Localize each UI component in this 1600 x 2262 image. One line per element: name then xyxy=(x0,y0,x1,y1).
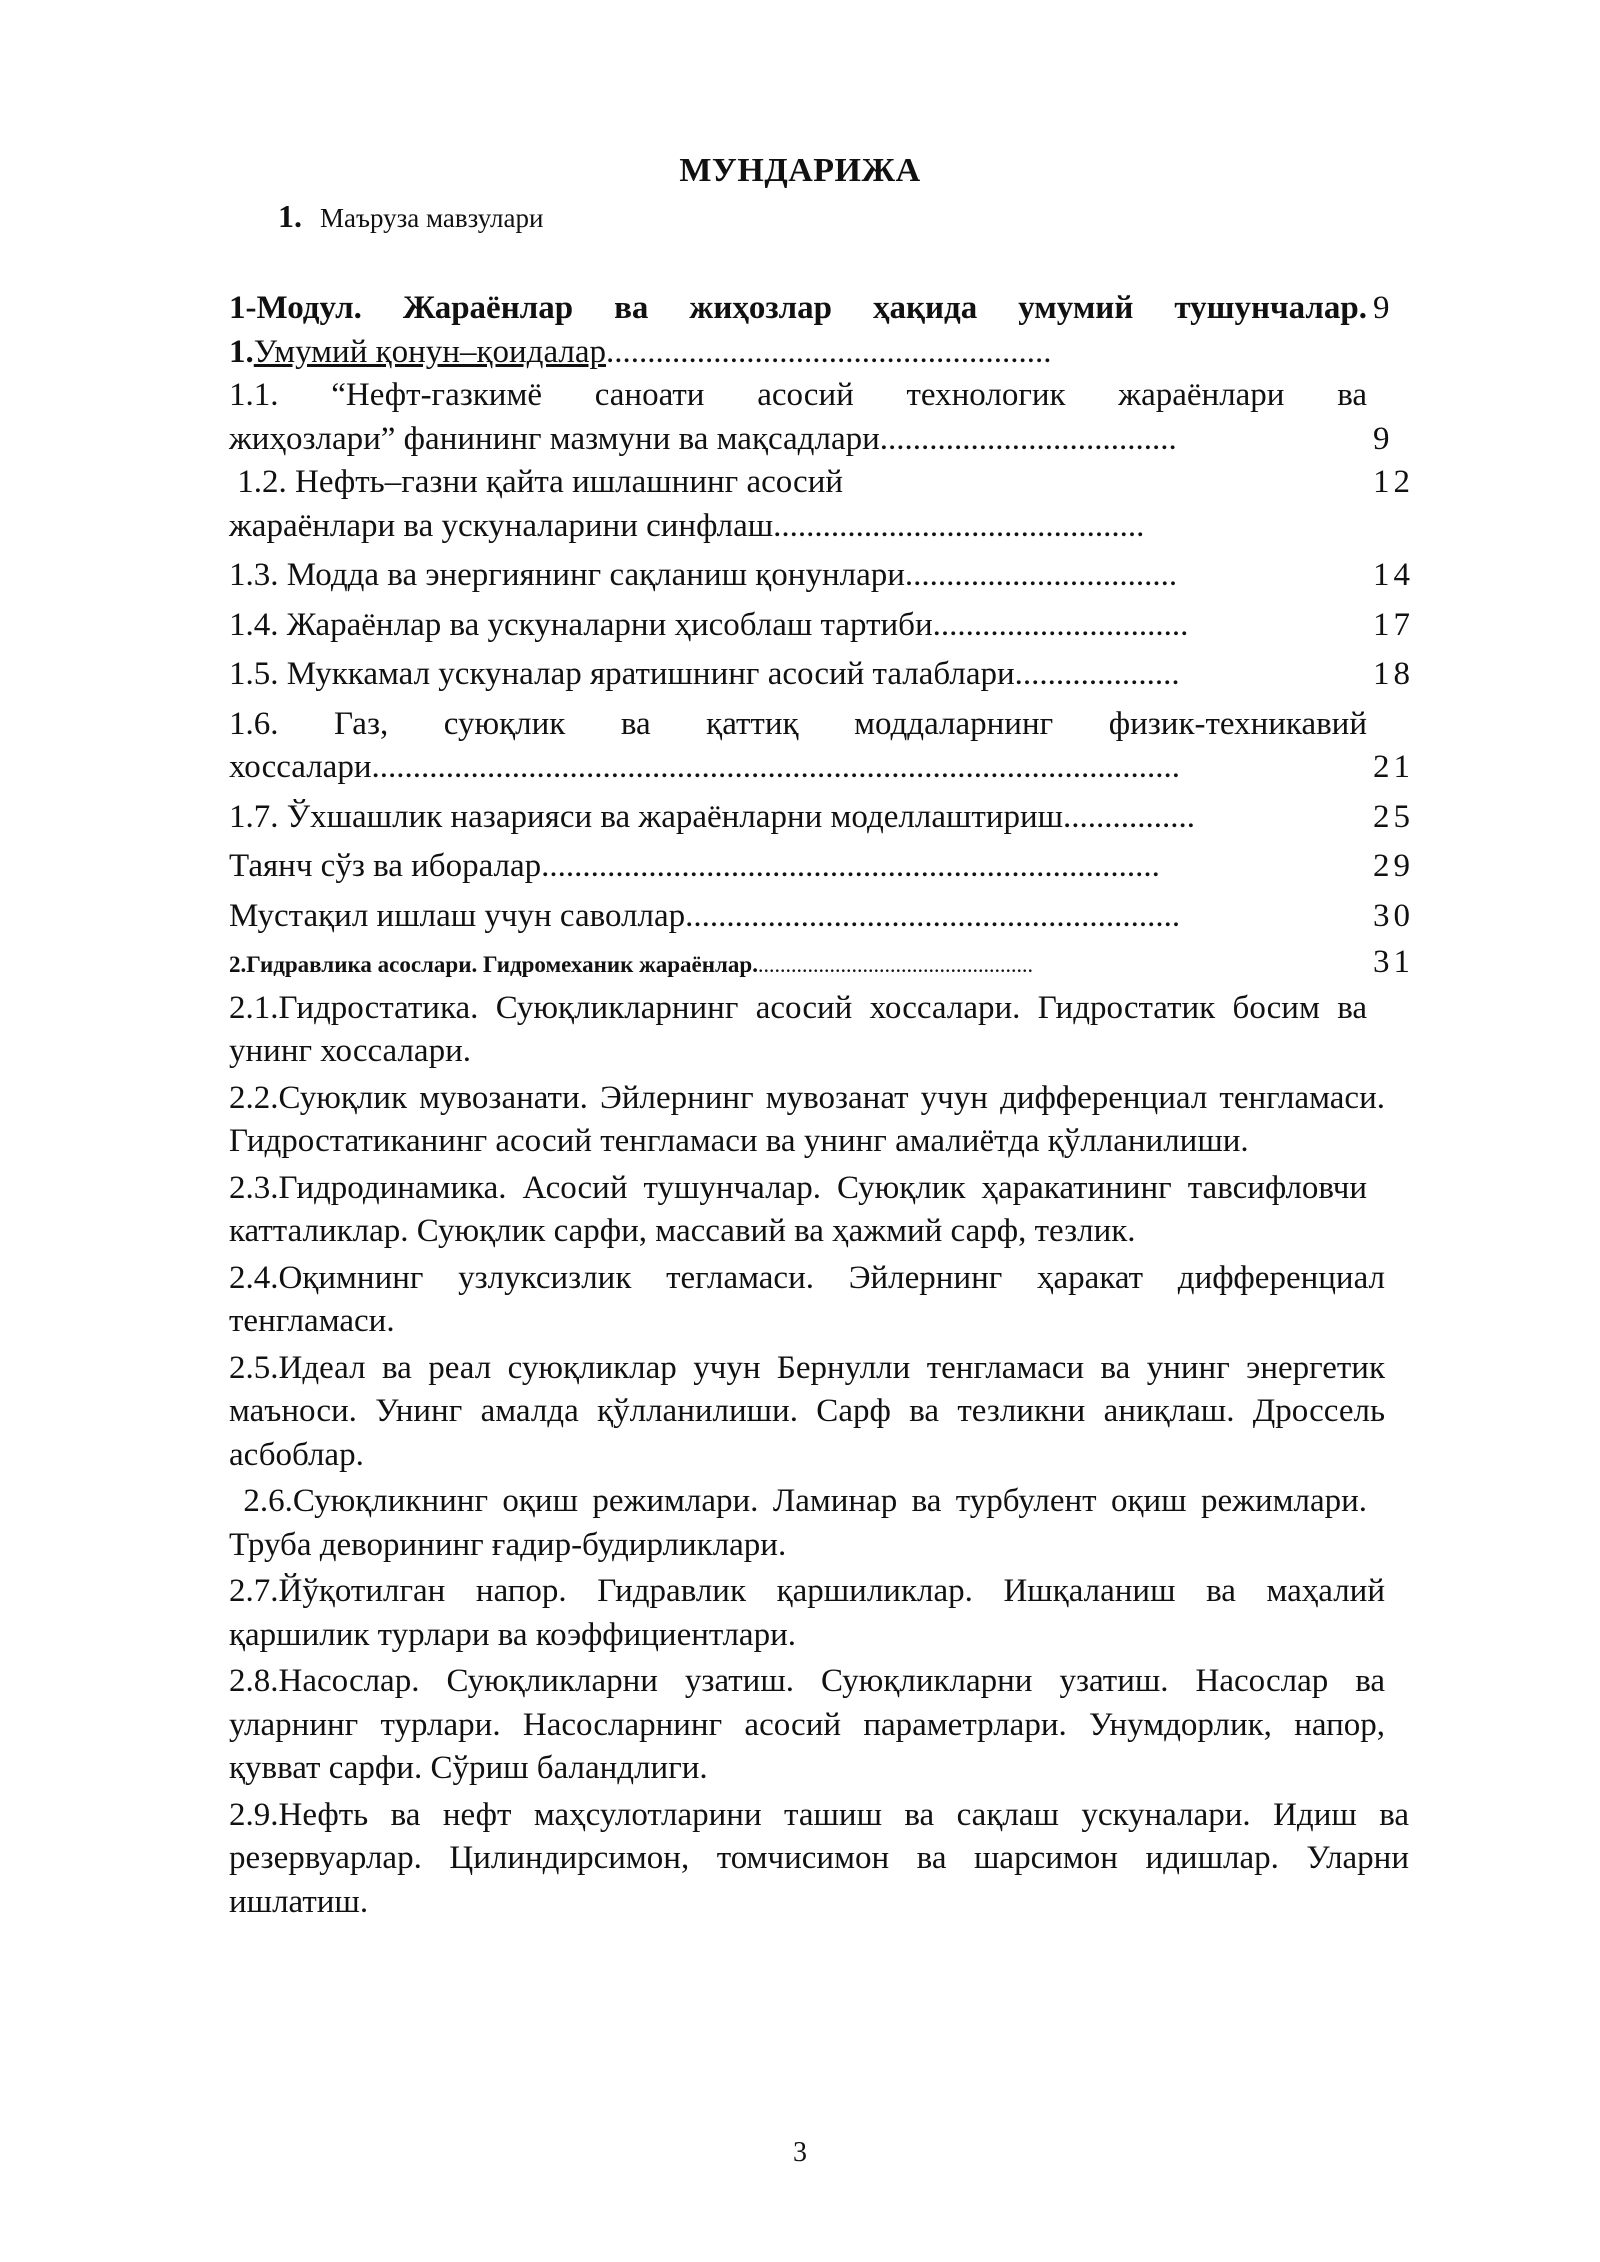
toc-page-number: 29 xyxy=(1373,848,1414,884)
toc-page-number: 25 xyxy=(1373,798,1414,835)
toc-topic xyxy=(229,1257,1429,1344)
toc-entry-line: 1.4. Жараёнлар ва ускуналарни ҳисоблаш тартиби............................... xyxy=(229,606,1189,643)
toc-page-number: 9 xyxy=(1373,420,1394,457)
toc-topic xyxy=(229,1347,1429,1478)
table-of-contents xyxy=(229,287,1429,1924)
toc-entry xyxy=(229,845,1429,889)
section-number: 1. xyxy=(278,198,302,234)
topic-text: 2.8.Насослар. Суюқликларни узатиш. Суюқликларни узатиш. Насослар ва уларнинг турлари. Насосларнинг асосий параметрлари. Унумдорлик, напор, қувват сарфи. Сўриш баландлиги. xyxy=(229,1663,1385,1786)
toc-topic xyxy=(229,1480,1429,1567)
toc-topic xyxy=(229,1077,1429,1164)
topic-text: 2.1.Гидростатика. Суюқликларнинг асосий хоссалари. Гидростатик босим ва унинг хоссалари. xyxy=(229,989,1367,1069)
page-number: 3 xyxy=(793,2137,807,2168)
toc-module-2 xyxy=(229,941,1429,987)
module-2-leader: .................................................. xyxy=(757,952,1033,977)
toc-entry-line: хоссалари.................................................................................................. xyxy=(229,749,1180,785)
subheading-number: 1. xyxy=(229,333,254,370)
subheading-label: Умумий қонун–қоидалар xyxy=(253,333,607,370)
toc-module-1 xyxy=(229,287,1429,331)
toc-entry-line: 1.3. Модда ва энергиянинг сақланиш қонунлари................................. xyxy=(229,557,1178,593)
topic-text: 2.6.Суюқликнинг оқиш режимлари. Ламинар ва турбулент оқиш режимлари. Труба деворининг ғадир-будирликлари. xyxy=(229,1483,1376,1563)
topic-text: 2.5.Идеал ва реал суюқликлар учун Бернулли тенгламаси ва унинг энергетик маъноси. Унинг амалда қўлланилиши. Сарф ва тезликни аниқлаш. Дроссель асбоблар. xyxy=(229,1349,1385,1473)
topic-text: 2.4.Оқимнинг узлуксизлик тегламаси. Эйлернинг ҳаракат дифференциал тенгламаси. xyxy=(229,1259,1385,1339)
toc-entry xyxy=(229,703,1429,747)
toc-entry-line: Мустақил ишлаш учун саволлар............................................................ xyxy=(229,897,1181,934)
toc-entry-line: 1.2. Нефть–газни қайта ишлашнинг асосий xyxy=(229,464,844,500)
toc-entry-line: жараёнлари ва ускуналарини синфлаш............................................. xyxy=(229,507,1145,544)
toc-page-number: 30 xyxy=(1373,897,1414,934)
section-label: Маъруза мавзулари xyxy=(320,203,544,233)
toc-entry xyxy=(229,418,1429,462)
toc-entry xyxy=(229,604,1429,648)
module-1-title: 1-Модул. Жараёнлар ва жиҳозлар ҳақида умумий тушунчалар. xyxy=(229,290,1367,326)
toc-topic xyxy=(229,1167,1429,1254)
toc-entry-line: 1.5. Муккамал ускуналар яратишнинг асосий талаблари.................... xyxy=(229,656,1180,692)
toc-entry-line: Таянч сўз ва иборалар........................................................................... xyxy=(229,848,1160,884)
subheading-leader: ...................................................... xyxy=(606,333,1052,370)
toc-module-1-subheading xyxy=(229,331,1429,375)
toc-page-number: 17 xyxy=(1373,606,1414,643)
topic-text: 2.7.Йўқотилган напор. Гидравлик қаршиликлар. Ишқаланиш ва маҳалий қаршилик турлари ва коэффициентлари. xyxy=(229,1573,1385,1653)
toc-entry xyxy=(229,796,1429,840)
toc-topic xyxy=(229,1570,1429,1657)
toc-topic xyxy=(229,987,1429,1074)
topic-text: 2.9.Нефть ва нефт маҳсулотларини ташиш ва сақлаш ускуналари. Идиш ва резервуарлар. Цилиндирсимон, томчисимон ва шарсимон идишлар. Уларни ишлатиш. xyxy=(229,1796,1409,1920)
toc-entry-line: жиҳозлари” фанининг мазмуни ва мақсадлари.................................... xyxy=(229,420,1177,457)
toc-topic xyxy=(229,1794,1429,1925)
toc-entry xyxy=(229,653,1429,697)
module-2-title: 2.Гидравлика асослари. Гидромеханик жараёнлар. xyxy=(229,952,758,977)
toc-entry xyxy=(229,505,1429,549)
toc-page-number: 31 xyxy=(1373,944,1414,980)
topic-text: 2.3.Гидродинамика. Асосий тушунчалар. Суюқлик ҳаракатининг тавсифловчи катталиклар. Суюқлик сарфи, массавий ва ҳажмий сарф, тезлик. xyxy=(229,1169,1367,1249)
section-heading xyxy=(278,198,543,235)
topic-text: 2.2.Суюқлик мувозанати. Эйлернинг мувозанат учун дифференциал тенгламаси. Гидростатиканинг асосий тенгламаси ва унинг амалиётда қўлланилиши. xyxy=(229,1079,1385,1159)
toc-entry-line: 1.6. Газ, суюқлик ва қаттиқ моддаларнинг физик-техникавий xyxy=(229,705,1367,742)
toc-entry xyxy=(229,746,1429,790)
toc-entry-line: 1.7. Ўхшашлик назарияси ва жараёнларни моделлаштириш................ xyxy=(229,798,1196,835)
toc-page-number: 18 xyxy=(1373,656,1414,692)
page-title: МУНДАРИЖА xyxy=(679,152,921,189)
toc-page-number: 12 xyxy=(1373,464,1414,500)
toc-topic xyxy=(229,1660,1429,1791)
toc-entry xyxy=(229,554,1429,598)
toc-entry xyxy=(229,461,1429,505)
toc-page-number: 14 xyxy=(1373,557,1414,593)
toc-entry xyxy=(229,374,1429,418)
toc-entry-line: 1.1. “Нефт-газкимё саноати асосий технологик жараёнлари ва xyxy=(229,377,1367,413)
toc-page-number: 9 xyxy=(1373,290,1394,326)
toc-entry xyxy=(229,895,1429,939)
toc-page-number: 21 xyxy=(1373,749,1414,785)
